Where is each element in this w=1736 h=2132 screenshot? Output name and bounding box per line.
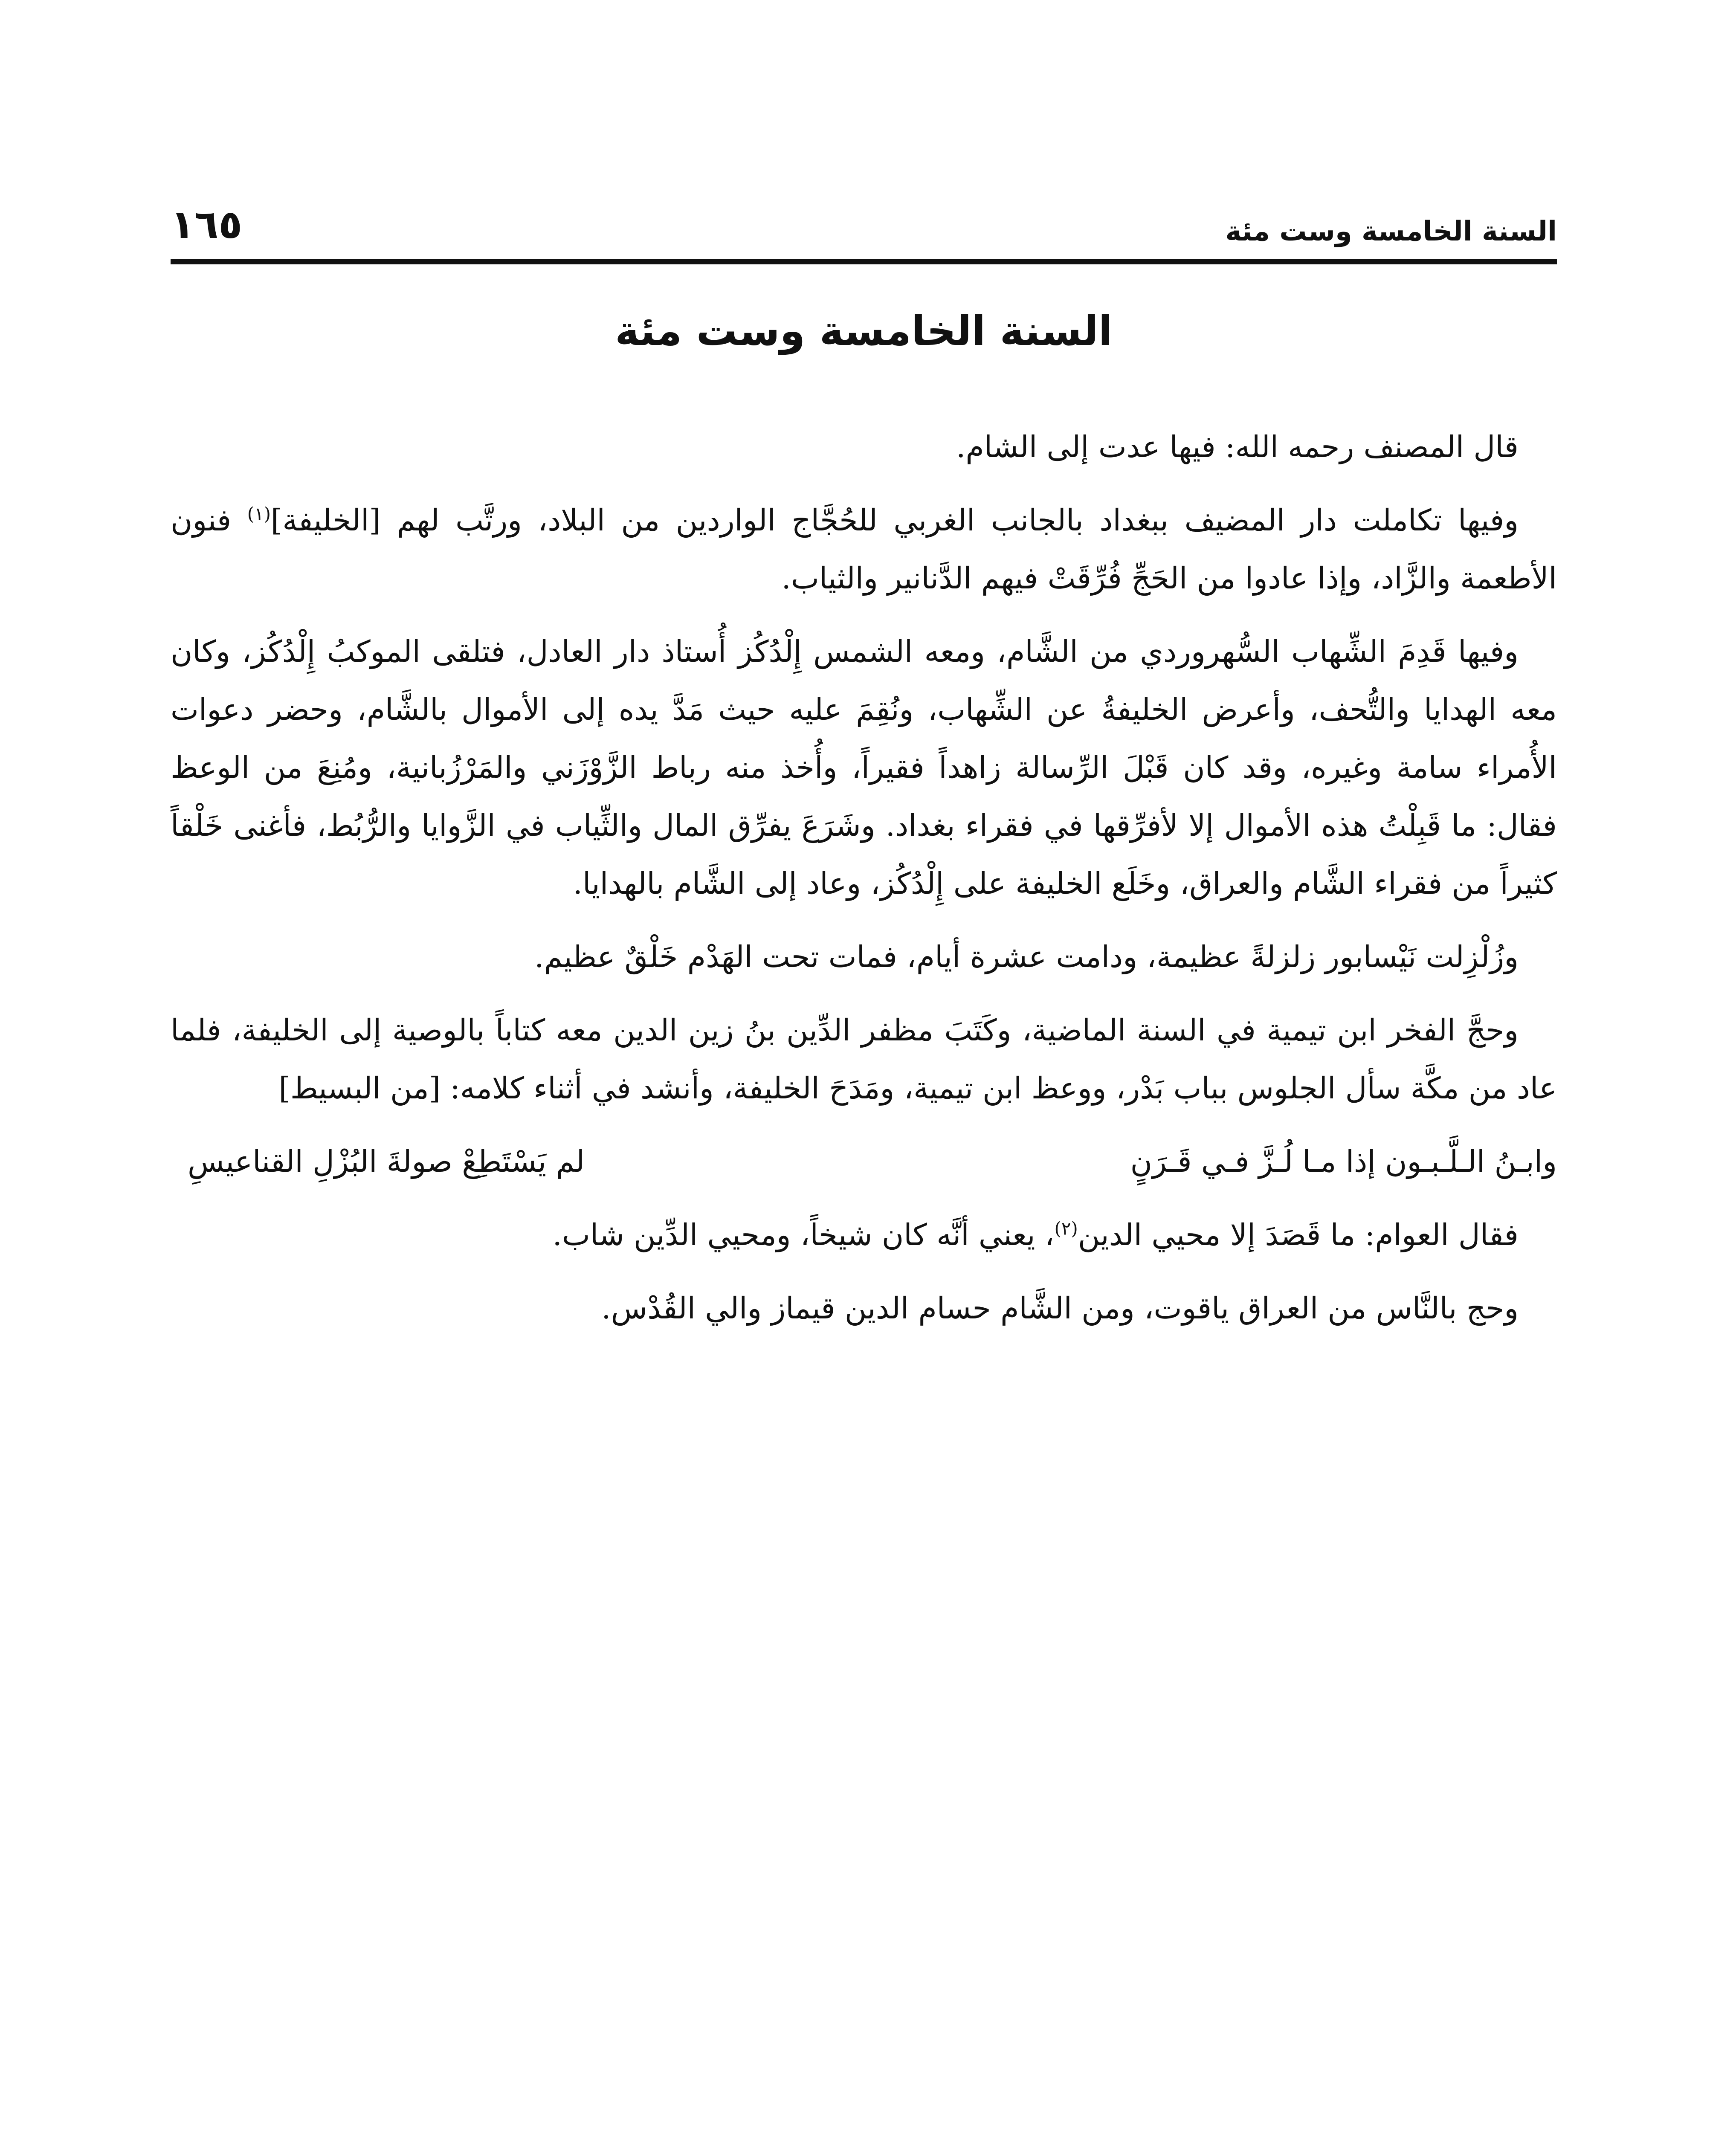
poem-first-hemistich: وابـنُ الـلَّـبـون إذا مـا لُـزَّ فـي قَـرَنٍ	[1130, 1144, 1557, 1179]
paragraph-6-text: فقال العوام: ما قَصَدَ إلا محيي الدين	[1078, 1217, 1519, 1252]
paragraph-2-text: وفيها تكاملت دار المضيف ببغداد بالجانب الغربي للحُجَّاج الواردين من البلاد، ورتَّب لهم [الخليفة]	[271, 503, 1519, 538]
chapter-title: السنة الخامسة وست مئة	[615, 307, 1113, 355]
page-number: ١٦٥	[171, 202, 243, 247]
paragraph-6	[171, 1206, 1557, 1264]
running-title: السنة الخامسة وست مئة	[1225, 216, 1557, 247]
paragraph-1: قال المصنف رحمه الله: فيها عدت إلى الشام.	[956, 429, 1519, 464]
footnote-ref-1: (١)	[247, 503, 271, 524]
paragraph-7: وحج بالنَّاس من العراق ياقوت، ومن الشَّام حسام الدين قيماز والي القُدْس.	[601, 1291, 1519, 1326]
body-text	[171, 418, 1557, 1353]
paragraph-4: وزُلْزِلت نَيْسابور زلزلةً عظيمة، ودامت عشرة أيام، فمات تحت الهَدْم خَلْقٌ عظيم.	[534, 939, 1519, 974]
footnote-ref-2: (٢)	[1054, 1218, 1078, 1239]
running-header	[171, 179, 1557, 264]
poem-second-hemistich: لم يَسْتَطِعْ صولةَ البُزْلِ القناعيسِ	[188, 1144, 585, 1179]
paragraph-3: وفيها قَدِمَ الشِّهاب السُّهروردي من الشَّام، ومعه الشمس إِلْدُكُز أُستاذ دار العادل، فتلقى الموكبُ إِلْدُكُز، وكان معه الهدايا والتُّحف، وأعرض الخليفةُ عن الشِّهاب، ونُقِمَ عليه حيث مَدَّ يده إلى الأموال بالشَّام، وحضر دعوات الأُمراء سامة وغيره، وقد كان قَبْلَ الرِّسالة زاهداً فقيراً، وأُخذ منه رباط الزَّوْزَني والمَرْزُبانية، ومُنِعَ من الوعظ فقال: ما قَبِلْتُ هذه الأموال إلا لأفرِّقها في فقراء بغداد. وشَرَعَ يفرِّق المال والثِّياب في الزَّوايا والرُّبُط، فأغنى خَلْقاً كثيراً من فقراء الشَّام والعراق، وخَلَع الخليفة على إِلْدُكُز، وعاد إلى الشَّام بالهدايا.	[171, 634, 1557, 901]
paragraph-6-tail: ، يعني أنَّه كان شيخاً، ومحيي الدِّين شاب.	[552, 1217, 1055, 1252]
paragraph-2	[171, 491, 1557, 607]
paragraph-2-tail: فنون الأطعمة والزَّاد، وإذا عادوا من الحَجِّ فُرِّقَتْ فيهم الدَّنانير والثياب.	[171, 503, 1557, 596]
paragraph-5: وحجَّ الفخر ابن تيمية في السنة الماضية، وكَتَبَ مظفر الدِّين بنُ زين الدين معه كتاباً بالوصية إلى الخليفة، فلما عاد من مكَّة سأل الجلوس بباب بَدْر، ووعظ ابن تيمية، ومَدَحَ الخليفة، وأنشد في أثناء كلامه: [من البسيط]	[171, 1013, 1557, 1106]
poem-verse	[171, 1133, 1557, 1191]
